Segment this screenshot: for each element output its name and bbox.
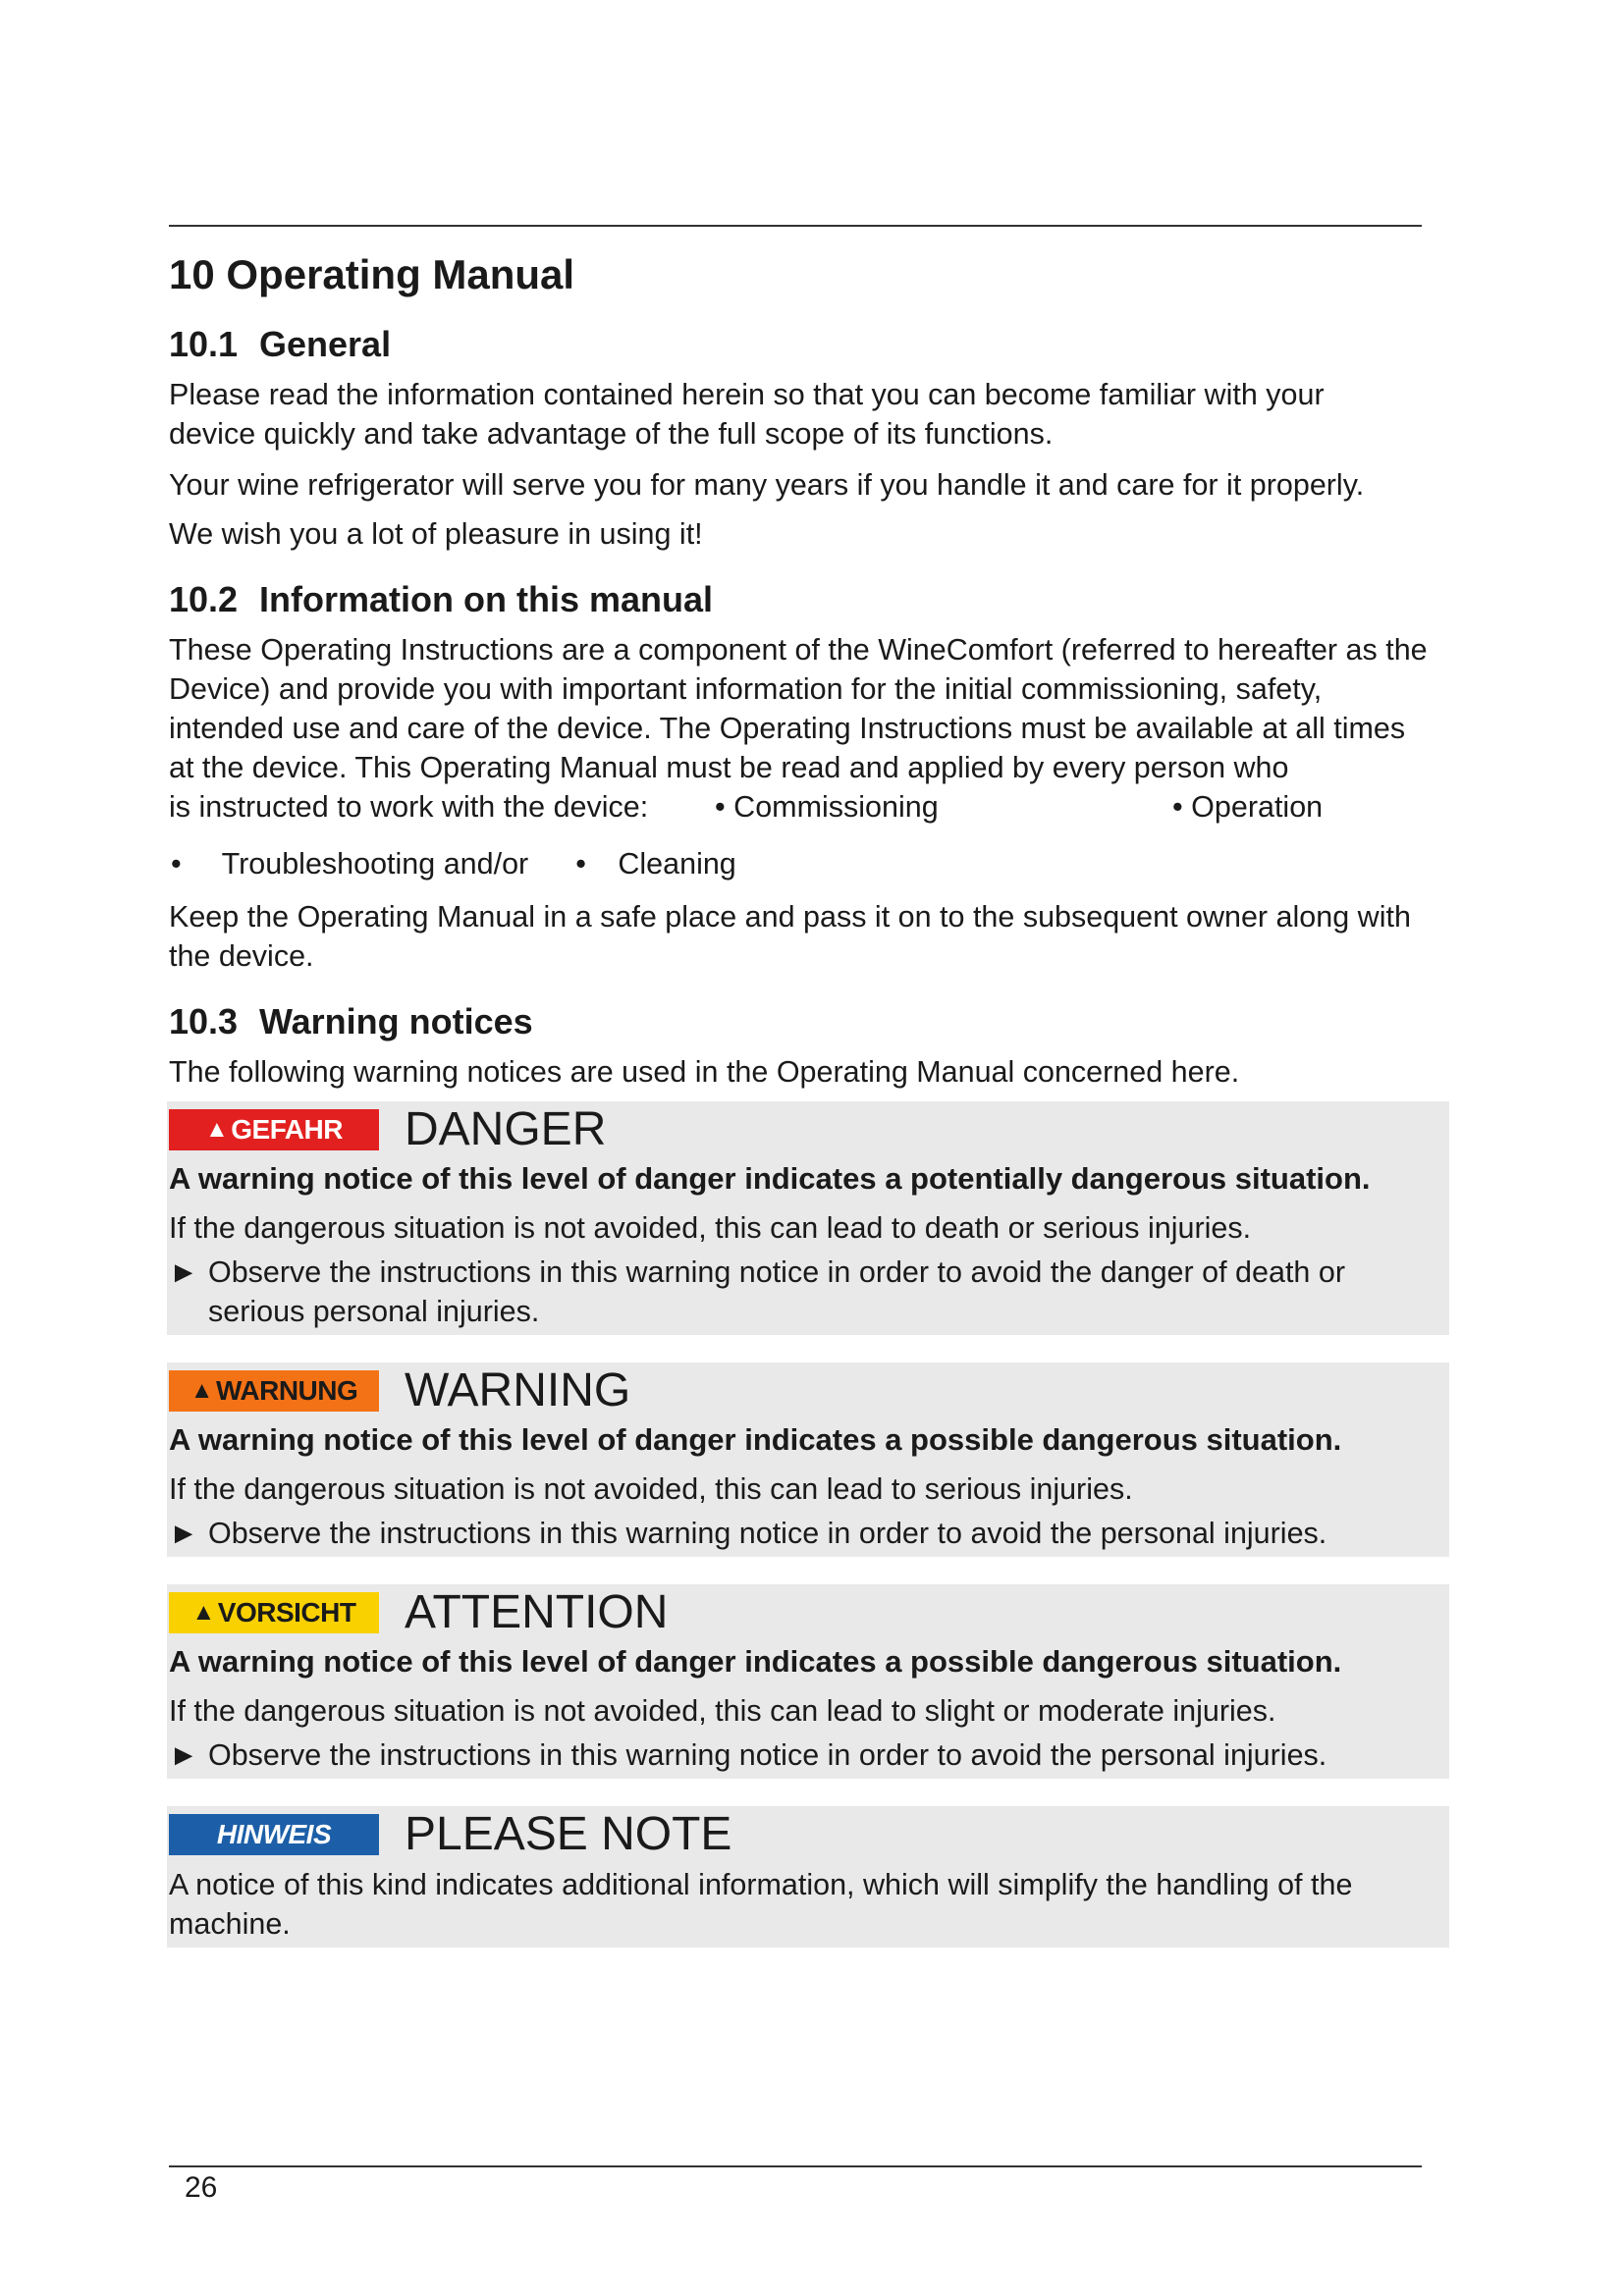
- notice-header: [167, 1366, 1449, 1415]
- notice-bold-text: A warning notice of this level of danger indicates a potentially dangerous situation.: [169, 1161, 1371, 1196]
- manual-info-paragraph: These Operating Instructions are a component of the WineComfort (referred to hereafter as the Device) and provide you with important information for the initial commissioning, safety, intended use and care of the device. The Operating Instructions must be available at all times at the device. This Operating Manual must be read and applied by every person who: [169, 633, 1428, 784]
- section-heading-text: Warning notices: [259, 1001, 533, 1041]
- notice-info: [167, 1806, 1449, 1948]
- warning-triangle-icon: ▲: [191, 1599, 215, 1626]
- notice-step: [169, 1514, 1430, 1553]
- notice-text: If the dangerous situation is not avoided, this can lead to serious injuries.: [169, 1472, 1133, 1506]
- section-heading-warnings: [169, 997, 1445, 1046]
- section-heading-general: [169, 320, 1445, 369]
- section-number: 10.3: [169, 1001, 239, 1041]
- lead-in-text: is instructed to work with the device:: [169, 790, 649, 824]
- general-paragraph-2: Your wine refrigerator will serve you for many years if you handle it and care for it properly.: [169, 468, 1365, 502]
- warning-triangle-icon: ▲: [205, 1116, 229, 1143]
- arrow-right-icon: ►: [169, 1517, 199, 1550]
- manual-info-bullet-line: [169, 787, 1445, 827]
- notice-warning: [167, 1362, 1449, 1557]
- notice-text: If the dangerous situation is not avoided, this can lead to death or serious injuries.: [169, 1211, 1252, 1245]
- notice-bold-text: A warning notice of this level of danger indicates a possible dangerous situation.: [169, 1422, 1342, 1457]
- caution-badge: ▲ VORSICHT: [169, 1592, 379, 1633]
- warnings-intro: The following warning notices are used in the Operating Manual concerned here.: [169, 1055, 1240, 1089]
- list-item: • Cleaning: [575, 847, 736, 881]
- info-badge: HINWEIS: [169, 1814, 379, 1855]
- arrow-right-icon: ►: [169, 1738, 199, 1772]
- page-content: [169, 245, 1445, 1948]
- notice-step: [169, 1253, 1430, 1331]
- list-item: • Troubleshooting and/or: [171, 847, 529, 881]
- notice-title: PLEASE NOTE: [405, 1808, 732, 1860]
- notice-title: DANGER: [405, 1103, 607, 1155]
- notice-header: [167, 1105, 1449, 1154]
- general-paragraph-3: We wish you a lot of pleasure in using it!: [169, 517, 703, 551]
- section-heading-text: General: [259, 324, 392, 364]
- notice-bold-text: A warning notice of this level of danger indicates a possible dangerous situation.: [169, 1644, 1342, 1679]
- warning-triangle-icon: ▲: [189, 1377, 213, 1404]
- manual-info-bullet-line-2: [169, 844, 1445, 883]
- section-heading-manual-info: [169, 575, 1445, 624]
- section-heading-text: Information on this manual: [259, 579, 714, 619]
- warning-badge: ▲ WARNUNG: [169, 1370, 379, 1412]
- notice-title: ATTENTION: [405, 1586, 669, 1638]
- general-paragraph-1: Please read the information contained herein so that you can become familiar with your device quickly and take advantage of the full scope of its functions.: [169, 378, 1325, 451]
- notice-danger: [167, 1101, 1449, 1335]
- notice-header: [167, 1810, 1449, 1859]
- section-number: 10.1: [169, 324, 239, 364]
- notice-title: WARNING: [405, 1364, 631, 1416]
- notice-step: [169, 1735, 1430, 1775]
- footer-rule: [169, 2165, 1422, 2167]
- list-item: • Commissioning: [715, 790, 939, 824]
- notice-step-text: Observe the instructions in this warning notice in order to avoid the danger of death or serious personal injuries.: [208, 1255, 1345, 1328]
- notice-header: [167, 1588, 1449, 1637]
- danger-badge: ▲ GEFAHR: [169, 1109, 379, 1150]
- arrow-right-icon: ►: [169, 1255, 199, 1289]
- notice-text: A notice of this kind indicates additional information, which will simplify the handling of the machine.: [169, 1868, 1353, 1941]
- notice-step-text: Observe the instructions in this warning notice in order to avoid the personal injuries.: [208, 1738, 1327, 1772]
- header-rule: [169, 225, 1422, 227]
- manual-info-closing: Keep the Operating Manual in a safe place and pass it on to the subsequent owner along with the device.: [169, 900, 1411, 973]
- list-item: • Operation: [1172, 790, 1324, 824]
- section-number: 10.2: [169, 579, 239, 619]
- notice-step-text: Observe the instructions in this warning notice in order to avoid the personal injuries.: [208, 1517, 1327, 1550]
- chapter-title: 10 Operating Manual: [169, 251, 575, 297]
- notice-text: If the dangerous situation is not avoided, this can lead to slight or moderate injuries.: [169, 1694, 1276, 1728]
- notice-attention: [167, 1584, 1449, 1779]
- page-number: 26: [185, 2171, 218, 2204]
